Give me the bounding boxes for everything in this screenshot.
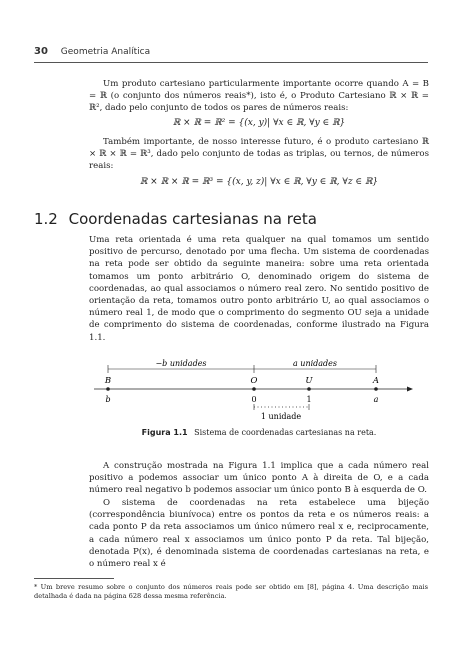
footnote-rule	[34, 578, 114, 579]
figure-number-line	[89, 358, 429, 438]
section-number: 1.2	[34, 210, 58, 228]
left-brace-label: −b unidades	[155, 359, 207, 368]
figure-caption	[89, 428, 429, 437]
point-u-name: U	[305, 376, 313, 386]
axis-arrowhead	[407, 387, 413, 392]
section-title: Coordenadas cartesianas na reta	[68, 210, 317, 228]
paragraph-construction: A construção mostrada na Figura 1.1 implica que a cada número real positivo a podemos associar um único ponto A à direita de O, e a cada número real negativo b podemos associar um único ponto B à esquerda de O.	[89, 461, 429, 496]
running-title: Geometria Analítica	[60, 47, 151, 57]
header-rule	[34, 62, 428, 63]
equation-r3: ℝ × ℝ × ℝ = ℝ³ = {(x, y, z)| ∀x ∈ ℝ, ∀y ∈ ℝ, ∀z ∈ ℝ}	[139, 177, 379, 187]
paragraph-oriented-line: Uma reta orientada é uma reta qualquer na qual tomamos um sentido positivo de percurso, denotado por uma flecha. Um sistema de coordenadas na reta pode ser obtido da seguinte maneira: sobre uma reta orientada tomamos um ponto arbitrário O, denominado origem do sistema de coordenadas, ao qual associamos o número real zero. No sentido positivo de orientação da reta, tomamos outro ponto arbitrário U, ao qual associamos o número real 1, de modo que o comprimento do segmento OU seja a unidade de comprimento do sistema de coordenadas, conforme ilustrado na Figura 1.1.	[89, 235, 429, 343]
point-b-value: b	[105, 395, 111, 404]
running-header	[34, 46, 428, 62]
paragraph-triple-product: Também importante, de nosso interesse futuro, é o produto cartesiano ℝ × ℝ × ℝ = ℝ³, dado pelo conjunto de todas as triplas, ou ternos, de números reais:	[89, 137, 429, 172]
section-heading	[34, 210, 317, 228]
right-brace-label: a unidades	[292, 359, 338, 368]
point-u-dot	[307, 387, 311, 391]
point-o-name: O	[250, 376, 258, 386]
point-a-name: A	[372, 376, 380, 386]
unit-label: 1 unidade	[260, 412, 302, 421]
paragraph-cartesian-product: Um produto cartesiano particularmente importante ocorre quando A = B = ℝ (o conjunto dos números reais*), isto é, o Produto Cartesiano ℝ × ℝ = ℝ², dado pelo conjunto de todos os pares de números reais:	[89, 79, 429, 114]
equation-r2: ℝ × ℝ = ℝ² = {(x, y)| ∀x ∈ ℝ, ∀y ∈ ℝ}	[172, 118, 346, 128]
point-u-value: 1	[306, 395, 312, 404]
caption-text: Sistema de coordenadas cartesianas na reta.	[194, 428, 377, 437]
paragraph-bijection: O sistema de coordenadas na reta estabelece uma bijeção (correspondência biunívoca) entre os pontos da reta e os números reais: a cada ponto P da reta associamos um único número real x e, reciprocamente, a cada número real x associamos um único ponto P da reta. Tal bijeção, denotada P(x), é denominada sistema de coordenadas cartesianas na reta, e o número real x é	[89, 498, 429, 570]
caption-label: Figura 1.1	[141, 428, 188, 437]
point-o-value: 0	[251, 395, 257, 404]
point-b-dot	[106, 387, 110, 391]
point-a-dot	[374, 387, 378, 391]
point-o-dot	[252, 387, 256, 391]
page-number: 30	[34, 46, 48, 57]
point-b-name: B	[104, 376, 112, 386]
footnote: * Um breve resumo sobre o conjunto dos números reais pode ser obtido em [8], página 4. Uma descrição mais detalhada é dada na página 628 dessa mesma referência.	[34, 583, 428, 600]
point-a-value: a	[373, 395, 379, 404]
